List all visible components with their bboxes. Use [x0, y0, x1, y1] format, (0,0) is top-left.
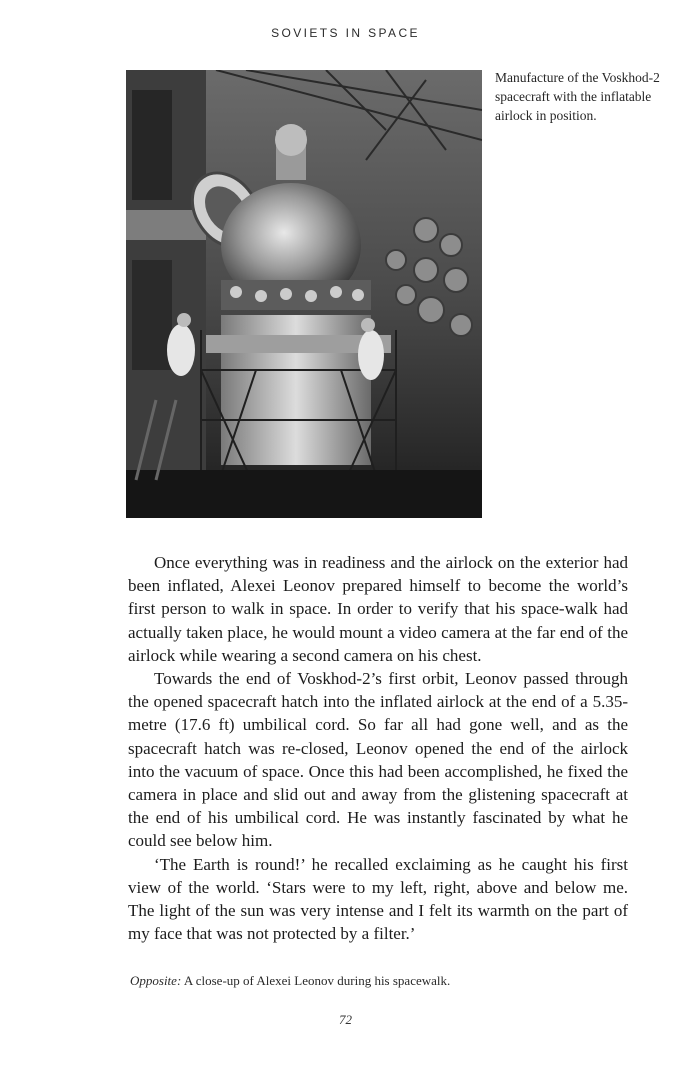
opposite-caption — [130, 973, 650, 989]
paragraph: ‘The Earth is round!’ he recalled exclaiming as he caught his first view of the world. ‘Stars were to my left, right, above and below me. The light of the sun was very intense and I felt its warmth on the part of my face that was not protected by a filter.’ — [128, 854, 628, 944]
opposite-text: A close-up of Alexei Leonov during his spacewalk. — [181, 973, 451, 988]
paragraph: Once everything was in readiness and the airlock on the exterior had been inflated, Alexei Leonov prepared himself to become the world’s first person to walk in space. In order to verify that his space-walk had actually taken place, he would mount a video camera at the far end of the airlock while wearing a second camera on his chest. — [128, 553, 628, 665]
figure-caption: Manufacture of the Voskhod-2 spacecraft with the inflatable airlock in position. — [495, 70, 660, 123]
running-head: SOVIETS IN SPACE — [271, 26, 420, 40]
body-text — [128, 551, 628, 945]
paragraph: Towards the end of Voskhod-2’s first orbit, Leonov passed through the opened spacecraft hatch into the inflated airlock at the end of a 5.35-metre (17.6 ft) umbilical cord. So far all had gone well, and as the spacecraft hatch was re-closed, Leonov opened the end of the airlock into the vacuum of space. Once this had been accomplished, he fixed the camera in place and slid out and away from the glistening spacecraft at the end of his umbilical cord. He was instantly fascinated by what he could see below him. — [128, 669, 628, 851]
spacecraft-photo — [126, 70, 482, 518]
opposite-label: Opposite: — [130, 973, 182, 988]
page-number: 72 — [339, 1012, 352, 1027]
